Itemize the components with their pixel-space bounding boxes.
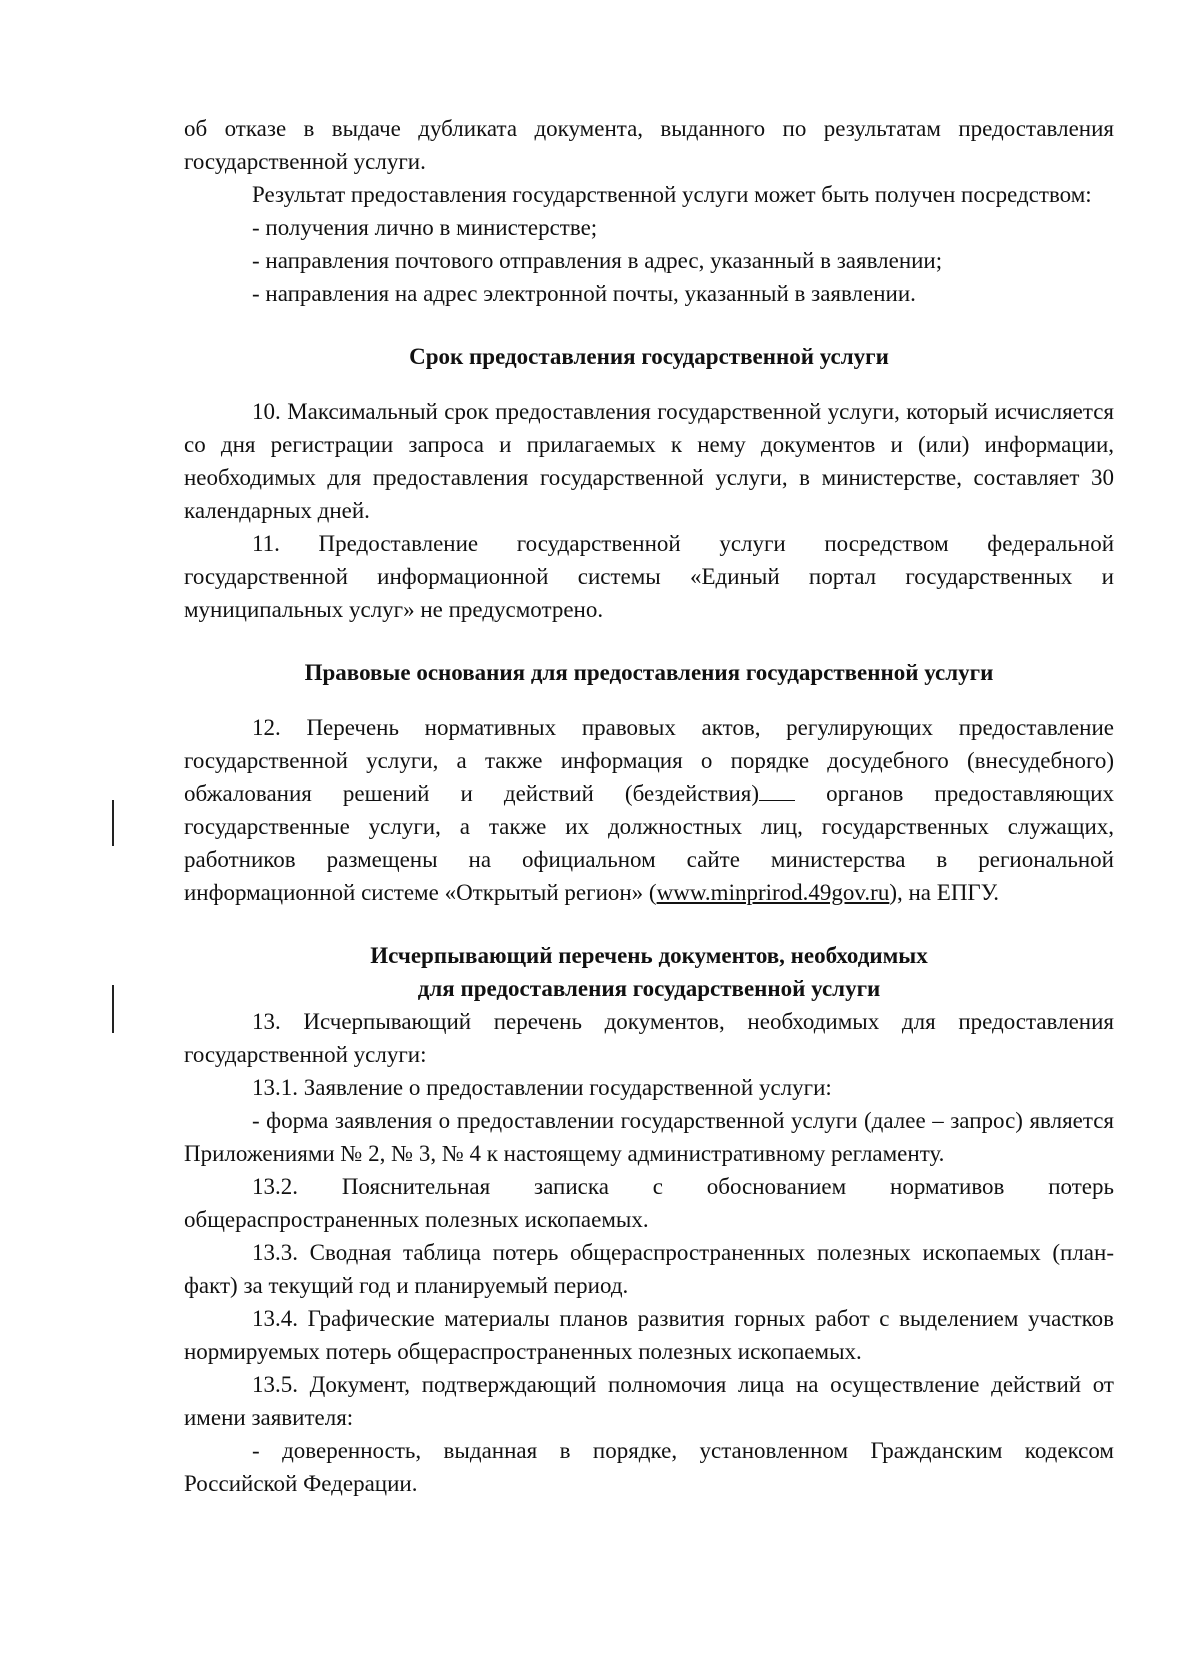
section-heading-docs: [184, 939, 1114, 1005]
paragraph-13-5: 13.5. Документ, подтверждающий полномочия лица на осуществление действий от имени заявителя:: [184, 1372, 1114, 1430]
paragraph-result: Результат предоставления государственной услуги может быть получен посредством:: [252, 182, 1092, 207]
paragraph-12-part1: 12. Перечень нормативных правовых актов, регулирующих предоставление государственной услуги, а также информация о порядке досудебного (внесудебного) обжалования решений и действий (бездействия): [184, 715, 1114, 806]
section-heading-docs-line2: для предоставления государственной услуги: [417, 976, 881, 1001]
paragraph-13-4: 13.4. Графические материалы планов развития горных работ с выделением участков нормируемых потерь общераспространенных полезных ископаемых.: [184, 1306, 1114, 1364]
paragraph-12-part3: ), на ЕПГУ.: [889, 880, 1000, 905]
underline-blank: [759, 782, 795, 801]
section-heading-term: Срок предоставления государственной услуги: [409, 344, 889, 369]
website-link[interactable]: www.minprirod.49gov.ru: [656, 880, 890, 905]
margin-change-bar-2: [112, 985, 114, 1033]
paragraph-13-1: 13.1. Заявление о предоставлении государственной услуги:: [252, 1075, 832, 1100]
paragraph-13-1-form: - форма заявления о предоставлении государственной услуги (далее – запрос) является Приложениями № 2, № 3, № 4 к настоящему административному регламенту.: [184, 1108, 1114, 1166]
paragraph-13-5-proxy: - доверенность, выданная в порядке, установленном Гражданским кодексом Российской Федерации.: [184, 1438, 1114, 1496]
list-item-email: - направления на адрес электронной почты, указанный в заявлении.: [252, 281, 916, 306]
paragraph-13: 13. Исчерпывающий перечень документов, необходимых для предоставления государственной услуги:: [184, 1009, 1114, 1067]
paragraph-11: 11. Предоставление государственной услуги посредством федеральной государственной информационной системы «Единый портал государственных и муниципальных услуг» не предусмотрено.: [184, 531, 1114, 622]
list-item-personal: - получения лично в министерстве;: [252, 215, 598, 240]
paragraph-intro: об отказе в выдаче дубликата документа, выданного по результатам предоставления государственной услуги.: [184, 116, 1114, 174]
paragraph-13-2: 13.2. Пояснительная записка с обоснованием нормативов потерь общераспространенных полезных ископаемых.: [184, 1174, 1114, 1232]
list-item-post: - направления почтового отправления в адрес, указанный в заявлении;: [252, 248, 943, 273]
margin-change-bar-1: [112, 800, 114, 846]
paragraph-12-part2: органов предоставляющих государственные услуги, а также их должностных лиц, государственных служащих, работников размещены на официальном сайте министерства в региональной информационной системе «Открытый регион» (: [184, 781, 1114, 905]
section-heading-legal: Правовые основания для предоставления государственной услуги: [304, 660, 994, 685]
paragraph-13-3: 13.3. Сводная таблица потерь общераспространенных полезных ископаемых (план-факт) за текущий год и планируемый период.: [184, 1240, 1114, 1298]
paragraph-12: [184, 711, 1114, 909]
section-heading-docs-line1: Исчерпывающий перечень документов, необходимых: [370, 943, 928, 968]
document-body: [184, 112, 1114, 1500]
paragraph-10: 10. Максимальный срок предоставления государственной услуги, который исчисляется со дня регистрации запроса и прилагаемых к нему документов и (или) информации, необходимых для предоставления государственной услуги, в министерстве, составляет 30 календарных дней.: [184, 399, 1114, 523]
